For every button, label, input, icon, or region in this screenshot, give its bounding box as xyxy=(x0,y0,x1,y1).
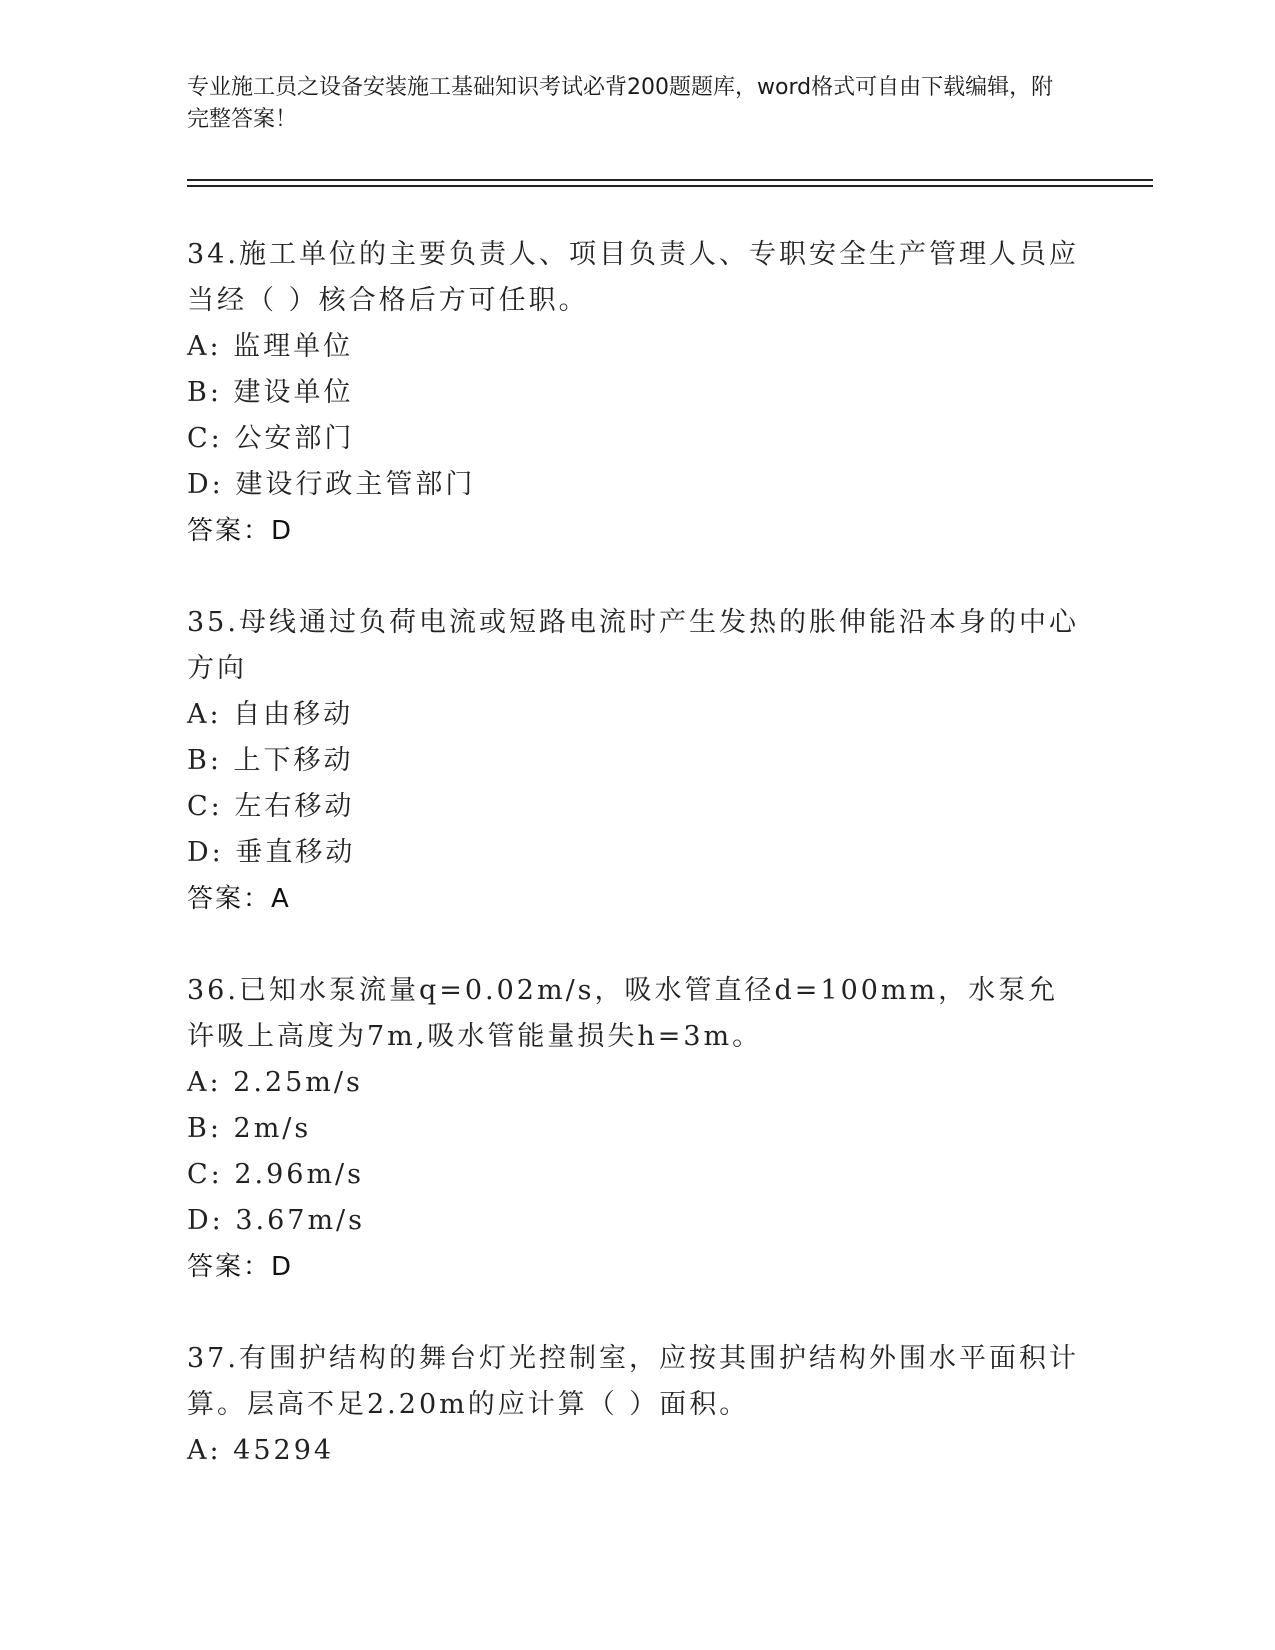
option-a: A: 自由移动 xyxy=(187,699,354,730)
question-text: 35.母线通过负荷电流或短路电流时产生发热的胀伸能沿本身的中心方向 xyxy=(187,607,1079,684)
question-text: 36.已知水泵流量q=0.02m/s，吸水管直径d=100mm，水泵允许吸上高度为7m,吸水管能量损失h=3m。 xyxy=(187,975,1059,1052)
option-d: D: 建设行政主管部门 xyxy=(187,469,476,500)
header-divider-bottom xyxy=(187,185,1153,187)
question-36 xyxy=(187,968,1087,1290)
option-a: A: 45294 xyxy=(187,1435,335,1466)
answer: 答案：A xyxy=(187,884,291,914)
option-d: D: 3.67m/s xyxy=(187,1205,365,1236)
document-header: 专业施工员之设备安装施工基础知识考试必背200题题库，word格式可自由下载编辑，附完整答案！ xyxy=(187,75,1054,132)
question-text: 34.施工单位的主要负责人、项目负责人、专职安全生产管理人员应当经（ ）核合格后方可任职。 xyxy=(187,239,1079,316)
option-c: C: 左右移动 xyxy=(187,791,355,822)
option-b: B: 建设单位 xyxy=(187,377,354,408)
answer: 答案：D xyxy=(187,516,294,546)
option-c: C: 2.96m/s xyxy=(187,1159,365,1190)
question-34 xyxy=(187,232,1087,554)
question-list xyxy=(187,232,1087,1520)
question-text: 37.有围护结构的舞台灯光控制室，应按其围护结构外围水平面积计算。层高不足2.20m的应计算（ ）面积。 xyxy=(187,1343,1079,1420)
option-b: B: 上下移动 xyxy=(187,745,354,776)
option-a: A: 2.25m/s xyxy=(187,1067,363,1098)
question-37 xyxy=(187,1336,1087,1474)
answer: 答案：D xyxy=(187,1252,294,1282)
header-divider-top xyxy=(187,179,1153,181)
option-a: A: 监理单位 xyxy=(187,331,354,362)
option-b: B: 2m/s xyxy=(187,1113,312,1144)
option-c: C: 公安部门 xyxy=(187,423,355,454)
option-d: D: 垂直移动 xyxy=(187,837,356,868)
question-35 xyxy=(187,600,1087,922)
